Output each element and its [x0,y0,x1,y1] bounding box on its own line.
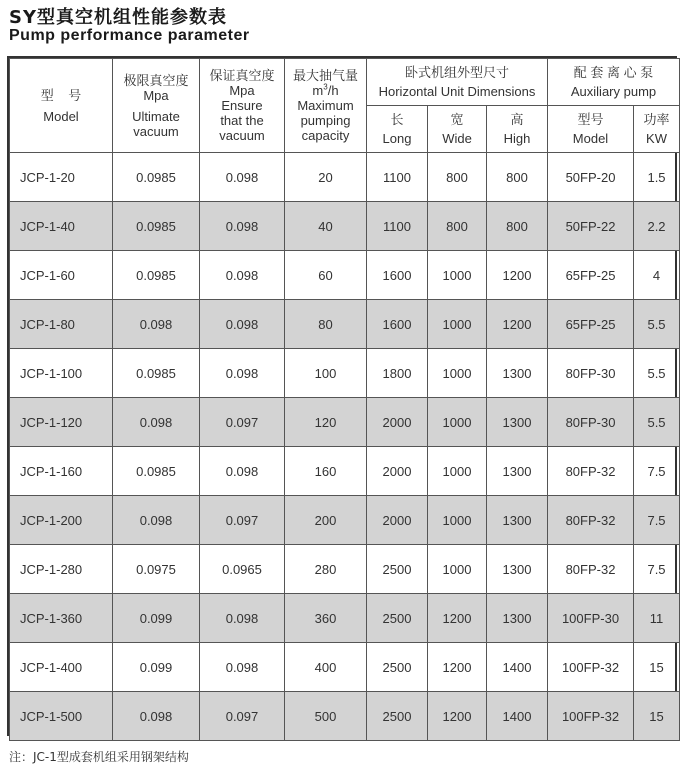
cell-capacity: 20 [285,153,367,202]
cell-high: 1400 [487,692,548,741]
cell-power: 7.5 [634,545,680,594]
header-aux-model-cn: 型号 [577,112,604,127]
header-ensure-en3: vacuum [219,128,265,143]
cell-model: JCP-1-360 [10,594,113,643]
cell-high: 1300 [487,496,548,545]
cell-long: 1100 [367,202,428,251]
cell-ultimate: 0.0985 [113,349,200,398]
footnote: 注：JC-1型成套机组采用钢架结构 [9,750,189,764]
cell-pump: 80FP-30 [548,398,634,447]
cell-power: 1.5 [634,153,680,202]
cell-ensure: 0.098 [200,202,285,251]
cell-model: JCP-1-80 [10,300,113,349]
cell-ensure: 0.098 [200,447,285,496]
cell-model: JCP-1-200 [10,496,113,545]
cell-long: 2500 [367,692,428,741]
cell-power: 15 [634,643,680,692]
cell-pump: 80FP-32 [548,496,634,545]
header-wide [428,106,487,153]
cell-high: 1300 [487,447,548,496]
cell-power: 7.5 [634,447,680,496]
cell-power: 7.5 [634,496,680,545]
cell-long: 2500 [367,643,428,692]
table-row [10,202,680,251]
header-long [367,106,428,153]
cell-wide: 800 [428,153,487,202]
cell-capacity: 280 [285,545,367,594]
cell-capacity: 360 [285,594,367,643]
header-capacity-unit-tail: /h [327,83,339,98]
cell-wide: 1000 [428,251,487,300]
cell-high: 1400 [487,643,548,692]
cell-pump: 50FP-20 [548,153,634,202]
header-aux-pump [548,59,680,106]
cell-wide: 1200 [428,692,487,741]
cell-ensure: 0.097 [200,496,285,545]
header-model [10,59,113,153]
cell-high: 1300 [487,349,548,398]
cell-wide: 1000 [428,496,487,545]
table-row [10,447,680,496]
header-high-en: High [503,131,531,146]
header-power-en: KW [646,131,667,146]
cell-wide: 1200 [428,594,487,643]
header-aux-en: Auxiliary pump [570,84,657,99]
cell-capacity: 500 [285,692,367,741]
cell-ensure: 0.098 [200,300,285,349]
header-long-cn: 长 [390,112,404,127]
page-subtitle: Pump performance parameter [9,27,250,44]
cell-ensure: 0.098 [200,251,285,300]
cell-ultimate: 0.0985 [113,202,200,251]
cell-long: 2500 [367,594,428,643]
header-model-cn: 型 号 [40,87,82,103]
performance-table-frame [7,56,677,736]
cell-capacity: 120 [285,398,367,447]
cell-long: 2500 [367,545,428,594]
cell-ultimate: 0.0985 [113,251,200,300]
cell-high: 1200 [487,300,548,349]
cell-pump: 100FP-32 [548,692,634,741]
header-capacity-unit-sup: 3 [323,82,328,92]
table-row [10,349,680,398]
cell-pump: 100FP-30 [548,594,634,643]
cell-high: 1300 [487,545,548,594]
cell-model: JCP-1-20 [10,153,113,202]
cell-ultimate: 0.099 [113,643,200,692]
header-ensure-en1: Ensure [221,98,263,113]
cell-high: 1300 [487,398,548,447]
cell-ultimate: 0.099 [113,594,200,643]
cell-ensure: 0.098 [200,153,285,202]
header-ultimate-en2: vacuum [133,123,179,139]
cell-pump: 100FP-32 [548,643,634,692]
cell-power: 2.2 [634,202,680,251]
cell-ensure: 0.097 [200,692,285,741]
table-row [10,545,680,594]
cell-wide: 1000 [428,300,487,349]
cell-pump: 50FP-22 [548,202,634,251]
cell-ultimate: 0.098 [113,300,200,349]
cell-power: 11 [634,594,680,643]
cell-model: JCP-1-160 [10,447,113,496]
cell-long: 2000 [367,398,428,447]
table-row [10,153,680,202]
cell-high: 800 [487,153,548,202]
header-dimensions-en: Horizontal Unit Dimensions [378,84,536,99]
cell-long: 1600 [367,251,428,300]
table-row [10,643,680,692]
header-wide-en: Wide [442,131,472,146]
header-aux-cn: 配 套 离 心 泵 [573,65,654,80]
header-long-en: Long [382,131,412,146]
cell-wide: 800 [428,202,487,251]
cell-wide: 1200 [428,643,487,692]
cell-wide: 1000 [428,447,487,496]
header-ensure-vacuum [200,59,285,153]
table-row [10,251,680,300]
header-ultimate-en1: Ultimate [132,108,180,124]
header-ultimate-cn: 极限真空度 [123,72,189,88]
cell-ensure: 0.098 [200,349,285,398]
header-aux-model-en: Model [572,131,609,146]
header-ensure-cn: 保证真空度 [209,68,275,83]
cell-long: 1600 [367,300,428,349]
header-ultimate-unit: Mpa [143,87,169,103]
cell-model: JCP-1-120 [10,398,113,447]
cell-pump: 80FP-32 [548,447,634,496]
cell-ultimate: 0.0985 [113,153,200,202]
cell-high: 800 [487,202,548,251]
cell-capacity: 100 [285,349,367,398]
header-capacity-unit-base: m [312,83,324,98]
cell-capacity: 200 [285,496,367,545]
cell-power: 4 [634,251,680,300]
header-ensure-en2: that the [220,113,264,128]
cell-pump: 65FP-25 [548,251,634,300]
cell-capacity: 160 [285,447,367,496]
cell-wide: 1000 [428,349,487,398]
cell-ensure: 0.098 [200,594,285,643]
cell-ultimate: 0.0985 [113,447,200,496]
table-row [10,300,680,349]
cell-wide: 1000 [428,398,487,447]
header-capacity-en2: pumping [300,113,351,128]
cell-power: 15 [634,692,680,741]
cell-capacity: 400 [285,643,367,692]
cell-ultimate: 0.098 [113,692,200,741]
header-capacity-cn: 最大抽气量 [292,68,358,83]
header-capacity-en3: capacity [301,128,350,143]
header-power-cn: 功率 [643,112,670,127]
header-high [487,106,548,153]
header-dimensions [367,59,548,106]
cell-power: 5.5 [634,349,680,398]
cell-wide: 1000 [428,545,487,594]
header-dimensions-cn: 卧式机组外型尺寸 [404,65,509,80]
header-capacity [285,59,367,153]
cell-ensure: 0.097 [200,398,285,447]
cell-long: 1100 [367,153,428,202]
cell-high: 1200 [487,251,548,300]
cell-model: JCP-1-100 [10,349,113,398]
cell-model: JCP-1-500 [10,692,113,741]
cell-model: JCP-1-280 [10,545,113,594]
cell-pump: 65FP-25 [548,300,634,349]
cell-ultimate: 0.0975 [113,545,200,594]
cell-power: 5.5 [634,300,680,349]
table-row [10,692,680,741]
header-ensure-unit: Mpa [229,83,255,98]
cell-ultimate: 0.098 [113,496,200,545]
table-row [10,594,680,643]
header-capacity-unit [285,83,366,98]
cell-ultimate: 0.098 [113,398,200,447]
header-model-en: Model [43,108,79,124]
cell-ensure: 0.0965 [200,545,285,594]
cell-model: JCP-1-60 [10,251,113,300]
header-capacity-en1: Maximum [297,98,354,113]
cell-long: 2000 [367,496,428,545]
cell-high: 1300 [487,594,548,643]
cell-capacity: 60 [285,251,367,300]
cell-capacity: 40 [285,202,367,251]
cell-long: 2000 [367,447,428,496]
header-power [634,106,680,153]
cell-model: JCP-1-40 [10,202,113,251]
header-wide-cn: 宽 [450,112,464,127]
header-aux-model [548,106,634,153]
performance-table [9,58,680,741]
cell-capacity: 80 [285,300,367,349]
cell-long: 1800 [367,349,428,398]
table-row [10,398,680,447]
header-high-cn: 高 [510,112,524,127]
cell-ensure: 0.098 [200,643,285,692]
header-ultimate-vacuum [113,59,200,153]
page-title: SY型真空机组性能参数表 [9,7,227,28]
cell-pump: 80FP-32 [548,545,634,594]
cell-model: JCP-1-400 [10,643,113,692]
table-row [10,496,680,545]
cell-pump: 80FP-30 [548,349,634,398]
cell-power: 5.5 [634,398,680,447]
